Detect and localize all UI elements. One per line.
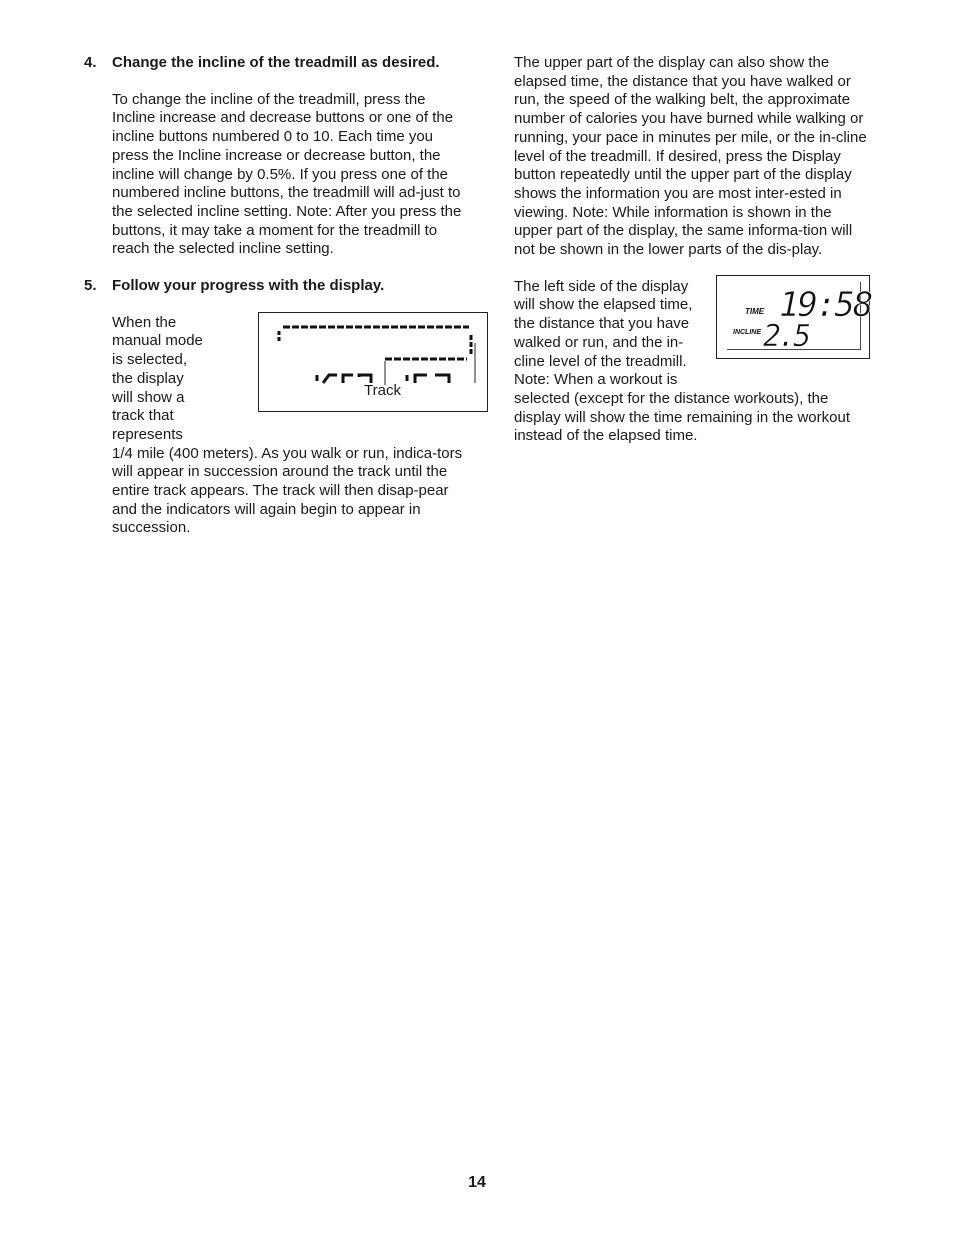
text-line: represents xyxy=(112,425,183,443)
incline-label: INCLINE xyxy=(733,328,761,336)
step-5-heading xyxy=(84,277,469,296)
text-line: the distance that you have xyxy=(514,315,690,333)
text-line: will show a xyxy=(112,388,185,406)
step-title: Follow your progress with the display. xyxy=(112,277,385,295)
step-number: 4. xyxy=(84,54,97,71)
time-value: 19:58 xyxy=(779,284,872,325)
display-upper-part-paragraph: The upper part of the display can also show the elapsed time, the distance that you have walked or run, the speed of the walking belt, the approximate number of calories you have burned while walking or running, your pace in minutes per mile, or the in-cline level of the treadmill. If desired, press the Display button repeatedly until the upper part of the display shows the information you are most inter-ested in viewing. Note: While information is shown in the upper part of the display, the same informa-tion will not be shown in the lower parts of the dis-play. xyxy=(514,54,867,259)
step-title: Change the incline of the treadmill as desired. xyxy=(112,54,440,71)
text-line: the display xyxy=(112,369,184,387)
text-line: will show the elapsed time, xyxy=(514,296,693,314)
track-display-figure xyxy=(258,312,488,412)
text-line: track that xyxy=(112,407,174,425)
text-line: manual mode xyxy=(112,332,203,350)
page-number: 14 xyxy=(468,1174,486,1191)
text-line: walked or run, and the in- xyxy=(514,333,684,351)
step-4-heading xyxy=(84,54,469,73)
display-left-side-block xyxy=(514,277,872,446)
text-line: The left side of the display xyxy=(514,277,689,295)
display-left-side-continued: selected (except for the distance workouts), the display will show the time remaining in the workout instead of the elapsed time. xyxy=(514,389,850,445)
time-incline-display-figure xyxy=(716,275,870,359)
lcd-readout xyxy=(727,282,872,354)
incline-value: 2.5 xyxy=(763,318,809,354)
step-5-body-continued: 1/4 mile (400 meters). As you walk or run, indica-tors will appear in succession around the track until the entire track appears. The track will then disap-pear and the indicators will again begin to appear in succession. xyxy=(112,444,463,537)
time-label: TIME xyxy=(745,306,765,316)
step-5-body xyxy=(112,314,469,538)
lcd-screen xyxy=(727,282,872,354)
step-5-narrow-text xyxy=(112,314,212,445)
text-line: is selected, xyxy=(112,351,188,369)
left-column xyxy=(84,54,469,538)
text-line: Note: When a workout is xyxy=(514,371,678,389)
right-column xyxy=(514,54,872,446)
track-label: Track xyxy=(364,381,401,399)
text-line: cline level of the treadmill. xyxy=(514,352,687,370)
step-4-body: To change the incline of the treadmill, press the Incline increase and decrease buttons or one of the incline buttons numbered 0 to 10. Each time you press the Incline increase or decrease button, the incline will change by 0.5%. If you press one of the numbered incline buttons, the treadmill will ad-just to the selected incline setting. Note: After you press the buttons, it may take a moment for the treadmill to reach the selected incline setting. xyxy=(112,90,462,258)
step-number: 5. xyxy=(84,277,97,295)
text-line: When the xyxy=(112,313,177,331)
